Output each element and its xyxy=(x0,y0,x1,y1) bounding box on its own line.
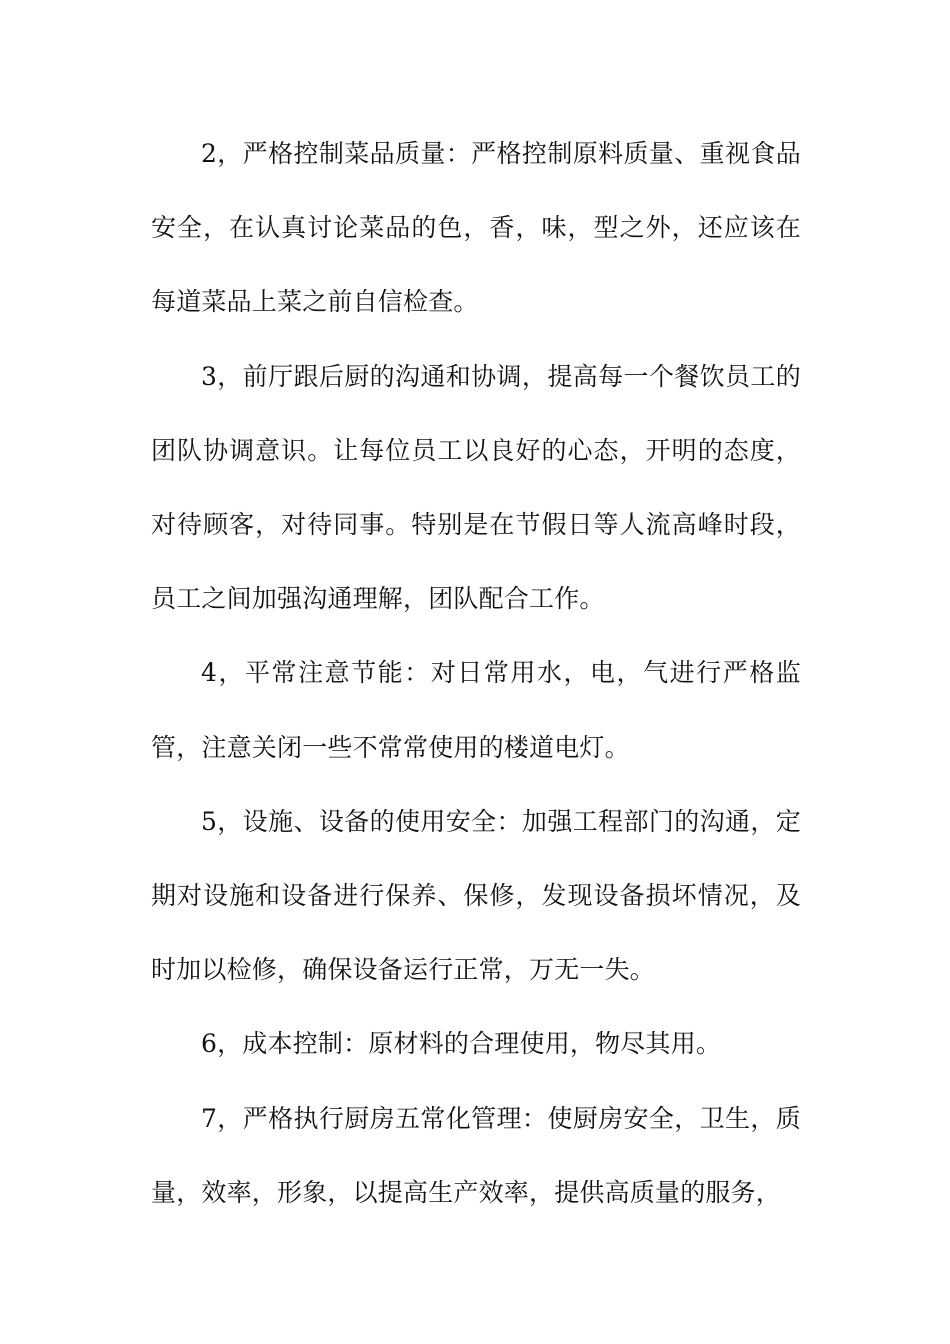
document-body xyxy=(151,117,801,1230)
paragraph-item-4: 4，平常注意节能：对日常用水，电，气进行严格监管，注意关闭一些不常常使用的楼道电灯。 xyxy=(151,658,801,762)
paragraph-item-3: 3，前厅跟后厨的沟通和协调，提高每一个餐饮员工的团队协调意识。让每位员工以良好的心态，开明的态度，对待顾客，对待同事。特别是在节假日等人流高峰时段，员工之间加强沟通理解，团队配合工作。 xyxy=(151,361,801,614)
paragraph-item-6: 6，成本控制：原材料的合理使用，物尽其用。 xyxy=(201,1029,722,1059)
paragraph-item-2: 2，严格控制菜品质量：严格控制原料质量、重视食品安全，在认真讨论菜品的色，香，味，型之外，还应该在每道菜品上菜之前自信检查。 xyxy=(151,139,801,317)
paragraph-item-5: 5，设施、设备的使用安全：加强工程部门的沟通，定期对设施和设备进行保养、保修，发现设备损坏情况，及时加以检修，确保设备运行正常，万无一失。 xyxy=(151,806,801,985)
paragraph-item-7: 7，严格执行厨房五常化管理：使厨房安全，卫生，质量，效率，形象，以提高生产效率，提供高质量的服务， xyxy=(151,1103,801,1207)
